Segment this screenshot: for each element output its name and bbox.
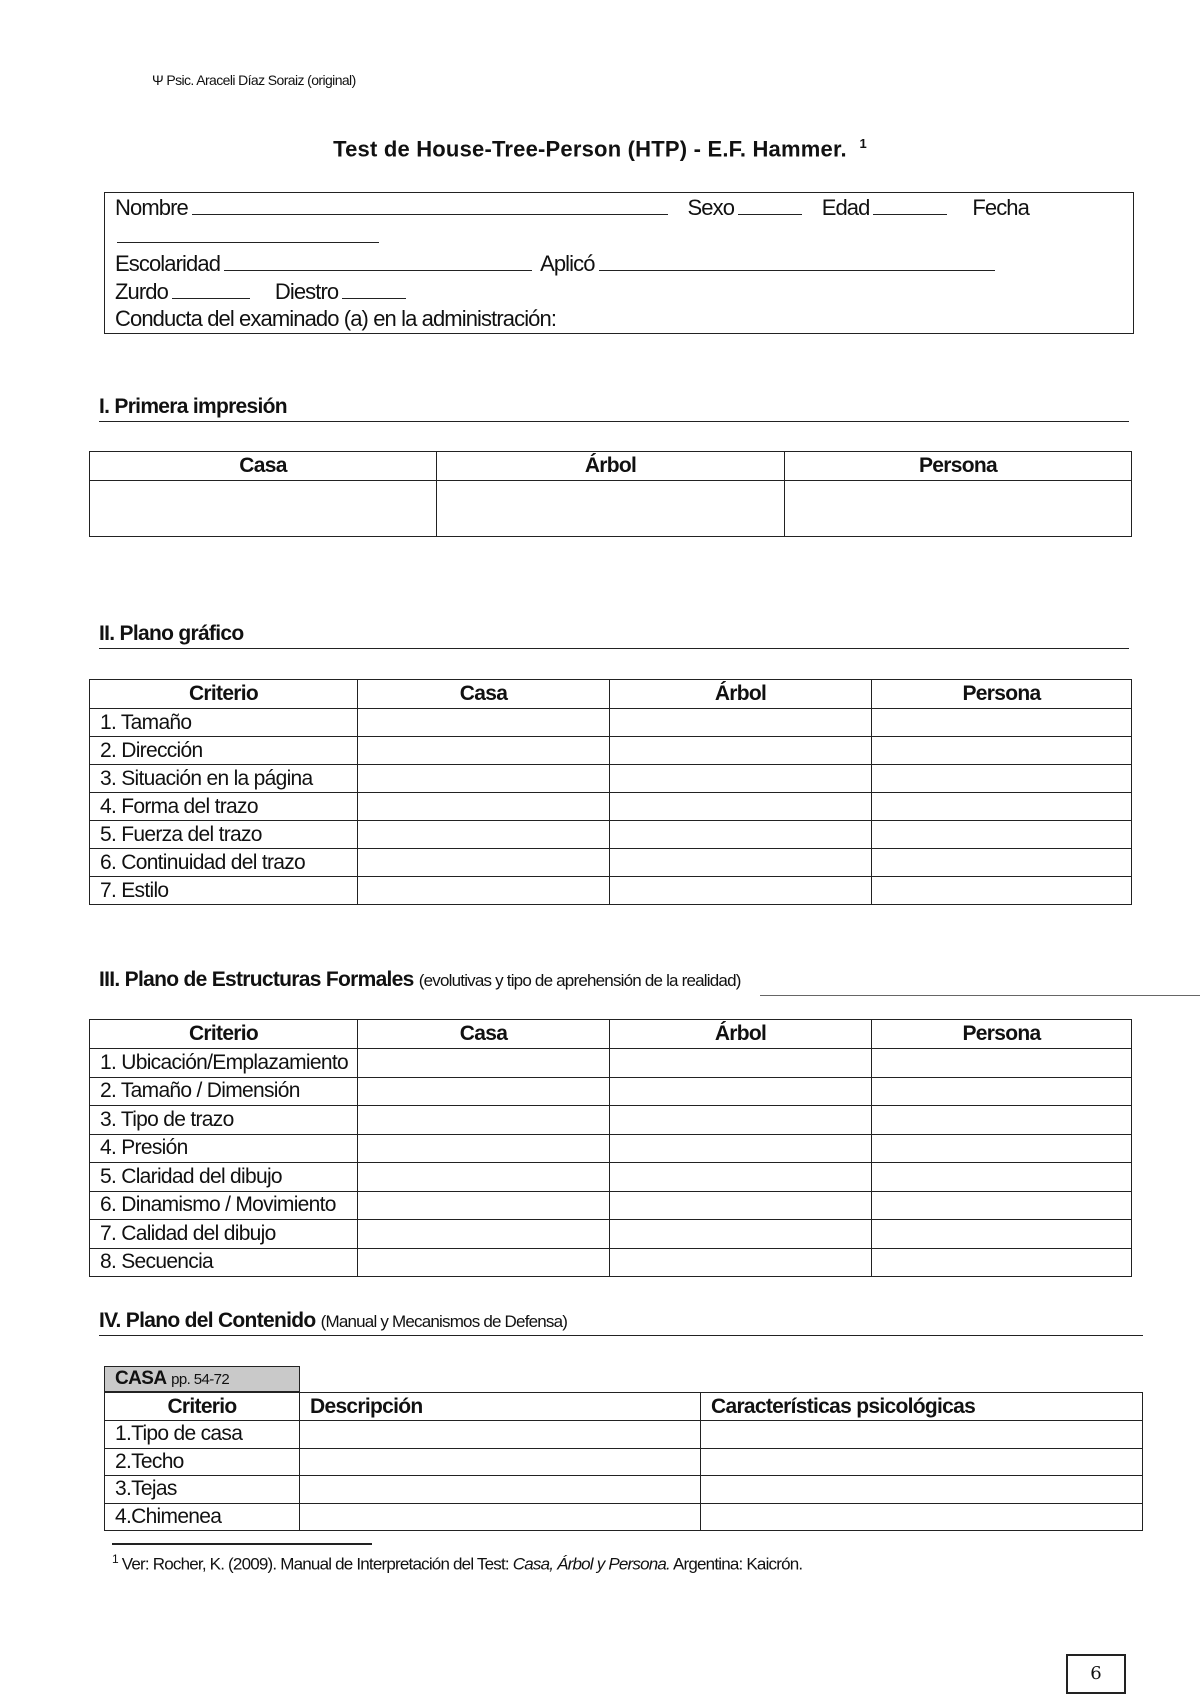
primera-impresion-table xyxy=(89,451,1132,537)
column-header: Árbol xyxy=(437,452,785,481)
footnote-italic-title: Casa, Árbol y Persona. xyxy=(512,1554,670,1574)
criterio-cell: 5. Claridad del dibujo xyxy=(90,1163,358,1192)
casa-cell[interactable] xyxy=(358,765,610,793)
column-header: Criterio xyxy=(90,680,358,709)
column-header: Casa xyxy=(358,1020,610,1049)
casa-cell[interactable] xyxy=(358,821,610,849)
criterio-cell: 4.Chimenea xyxy=(105,1503,300,1531)
arbol-cell[interactable] xyxy=(610,765,872,793)
criterio-cell: 7. Estilo xyxy=(90,877,358,905)
column-header: Persona xyxy=(785,452,1132,481)
section-4-heading xyxy=(99,1309,1143,1336)
criterio-cell: 7. Calidad del dibujo xyxy=(90,1220,358,1249)
section-4-subtitle: (Manual y Mecanismos de Defensa) xyxy=(320,1312,568,1331)
criterio-cell: 1. Ubicación/Emplazamiento xyxy=(90,1049,358,1078)
casa-cell[interactable] xyxy=(358,737,610,765)
persona-cell[interactable] xyxy=(872,793,1132,821)
zurdo-field[interactable] xyxy=(172,280,250,299)
casa-cell[interactable] xyxy=(358,1049,610,1078)
section-4-title: IV. Plano del Contenido xyxy=(99,1309,316,1332)
section-3-heading xyxy=(99,968,741,994)
escolaridad-field[interactable] xyxy=(224,252,532,271)
diestro-label: Diestro xyxy=(274,279,339,304)
zurdo-label: Zurdo xyxy=(115,279,168,304)
casa-pages: pp. 54-72 xyxy=(171,1371,230,1388)
descripcion-cell[interactable] xyxy=(300,1503,701,1531)
document-title xyxy=(0,136,1200,162)
caracteristicas-cell[interactable] xyxy=(701,1476,1143,1504)
criterio-cell: 3. Situación en la página xyxy=(90,765,358,793)
criterio-cell: 3.Tejas xyxy=(105,1476,300,1504)
fecha-line xyxy=(117,223,379,249)
info-line-1 xyxy=(115,195,1029,221)
casa-cell[interactable] xyxy=(358,877,610,905)
criterio-cell: 4. Presión xyxy=(90,1134,358,1163)
arbol-cell[interactable] xyxy=(610,849,872,877)
arbol-cell[interactable] xyxy=(610,1106,872,1135)
descripcion-cell[interactable] xyxy=(300,1476,701,1504)
aplico-label: Aplicó xyxy=(540,251,595,276)
persona-cell[interactable] xyxy=(872,849,1132,877)
column-header: Criterio xyxy=(105,1393,300,1421)
arbol-cell[interactable] xyxy=(610,737,872,765)
caracteristicas-cell[interactable] xyxy=(701,1421,1143,1449)
casa-cell[interactable] xyxy=(358,1191,610,1220)
caracteristicas-cell[interactable] xyxy=(701,1503,1143,1531)
arbol-cell[interactable] xyxy=(610,1134,872,1163)
persona-cell[interactable] xyxy=(872,1077,1132,1106)
edad-label: Edad xyxy=(821,195,870,220)
casa-cell[interactable] xyxy=(358,1134,610,1163)
persona-cell[interactable] xyxy=(872,1106,1132,1135)
criterio-cell: 1. Tamaño xyxy=(90,709,358,737)
persona-cell[interactable] xyxy=(785,481,1132,537)
section-2-heading xyxy=(99,622,1129,649)
diestro-field[interactable] xyxy=(342,280,406,299)
arbol-cell[interactable] xyxy=(610,1220,872,1249)
persona-cell[interactable] xyxy=(872,1134,1132,1163)
nombre-label: Nombre xyxy=(115,195,188,220)
criterio-cell: 2. Tamaño / Dimensión xyxy=(90,1077,358,1106)
author-note: Ψ Psic. Araceli Díaz Soraiz (original) xyxy=(152,72,356,88)
persona-cell[interactable] xyxy=(872,1163,1132,1192)
criterio-cell: 4. Forma del trazo xyxy=(90,793,358,821)
casa-cell[interactable] xyxy=(358,1163,610,1192)
caracteristicas-cell[interactable] xyxy=(701,1448,1143,1476)
arbol-cell[interactable] xyxy=(610,877,872,905)
column-header: Criterio xyxy=(90,1020,358,1049)
footnote-text-before: Ver: Rocher, K. (2009). Manual de Interpretación del Test: xyxy=(117,1554,513,1574)
arbol-cell[interactable] xyxy=(610,1049,872,1078)
arbol-cell[interactable] xyxy=(610,1191,872,1220)
page-number: 6 xyxy=(1066,1654,1126,1694)
section-2-title: II. Plano gráfico xyxy=(99,622,244,645)
arbol-cell[interactable] xyxy=(610,1248,872,1277)
persona-cell[interactable] xyxy=(872,877,1132,905)
persona-cell[interactable] xyxy=(872,1049,1132,1078)
criterio-cell: 6. Continuidad del trazo xyxy=(90,849,358,877)
escolaridad-label: Escolaridad xyxy=(115,251,221,276)
column-header: Características psicológicas xyxy=(701,1393,1143,1421)
footnote xyxy=(112,1552,802,1575)
casa-label: CASA xyxy=(115,1368,167,1389)
criterio-cell: 5. Fuerza del trazo xyxy=(90,821,358,849)
casa-cell[interactable] xyxy=(358,849,610,877)
casa-cell[interactable] xyxy=(358,1077,610,1106)
arbol-cell[interactable] xyxy=(610,821,872,849)
column-header: Persona xyxy=(872,1020,1132,1049)
column-header: Árbol xyxy=(610,680,872,709)
title-footnote-mark: 1 xyxy=(859,136,867,151)
persona-cell[interactable] xyxy=(872,765,1132,793)
persona-cell[interactable] xyxy=(872,821,1132,849)
persona-cell[interactable] xyxy=(872,1191,1132,1220)
persona-cell[interactable] xyxy=(872,709,1132,737)
section-1-heading xyxy=(99,395,1129,422)
casa-cell[interactable] xyxy=(358,709,610,737)
criterio-cell: 3. Tipo de trazo xyxy=(90,1106,358,1135)
criterio-cell: 1.Tipo de casa xyxy=(105,1421,300,1449)
section-3-rule-extension xyxy=(760,995,1200,996)
column-header: Casa xyxy=(90,452,437,481)
column-header: Árbol xyxy=(610,1020,872,1049)
persona-cell[interactable] xyxy=(872,737,1132,765)
aplico-field[interactable] xyxy=(599,252,995,271)
plano-grafico-table xyxy=(89,679,1132,905)
persona-cell[interactable] xyxy=(872,1248,1132,1277)
casa-table-label xyxy=(104,1366,300,1392)
arbol-cell[interactable] xyxy=(610,793,872,821)
casa-cell[interactable] xyxy=(358,1220,610,1249)
section-3-subtitle: (evolutivas y tipo de aprehensión de la realidad) xyxy=(418,971,741,990)
casa-cell[interactable] xyxy=(358,1106,610,1135)
edad-field[interactable] xyxy=(873,196,947,215)
criterio-cell: 8. Secuencia xyxy=(90,1248,358,1277)
arbol-cell[interactable] xyxy=(610,1163,872,1192)
persona-cell[interactable] xyxy=(872,1220,1132,1249)
descripcion-cell[interactable] xyxy=(300,1421,701,1449)
info-line-3 xyxy=(115,279,410,305)
column-header: Persona xyxy=(872,680,1132,709)
section-1-title: I. Primera impresión xyxy=(99,395,287,418)
criterio-cell: 2.Techo xyxy=(105,1448,300,1476)
casa-cell[interactable] xyxy=(90,481,437,537)
fecha-field[interactable] xyxy=(117,224,379,243)
criterio-cell: 2. Dirección xyxy=(90,737,358,765)
contenido-casa-table xyxy=(104,1392,1143,1531)
section-3-title: III. Plano de Estructuras Formales xyxy=(99,968,414,991)
casa-cell[interactable] xyxy=(358,793,610,821)
nombre-field[interactable] xyxy=(192,196,668,215)
estructuras-formales-table xyxy=(89,1019,1132,1277)
arbol-cell[interactable] xyxy=(610,1077,872,1106)
info-line-2 xyxy=(115,251,999,277)
descripcion-cell[interactable] xyxy=(300,1448,701,1476)
column-header: Descripción xyxy=(300,1393,701,1421)
footnote-rule xyxy=(112,1543,372,1545)
fecha-label: Fecha xyxy=(972,195,1029,220)
conducta-label: Conducta del examinado (a) en la administración: xyxy=(115,306,557,331)
criterio-cell: 6. Dinamismo / Movimiento xyxy=(90,1191,358,1220)
examinee-info-box xyxy=(104,192,1134,334)
sexo-field[interactable] xyxy=(738,196,802,215)
footnote-mark: 1 xyxy=(112,1552,118,1566)
footnote-text-after: Argentina: Kaicrón. xyxy=(669,1554,803,1574)
title-text: Test de House-Tree-Person (HTP) - E.F. Hammer. xyxy=(333,136,847,162)
casa-cell[interactable] xyxy=(358,1248,610,1277)
arbol-cell[interactable] xyxy=(610,709,872,737)
arbol-cell[interactable] xyxy=(437,481,785,537)
column-header: Casa xyxy=(358,680,610,709)
sexo-label: Sexo xyxy=(687,195,735,220)
